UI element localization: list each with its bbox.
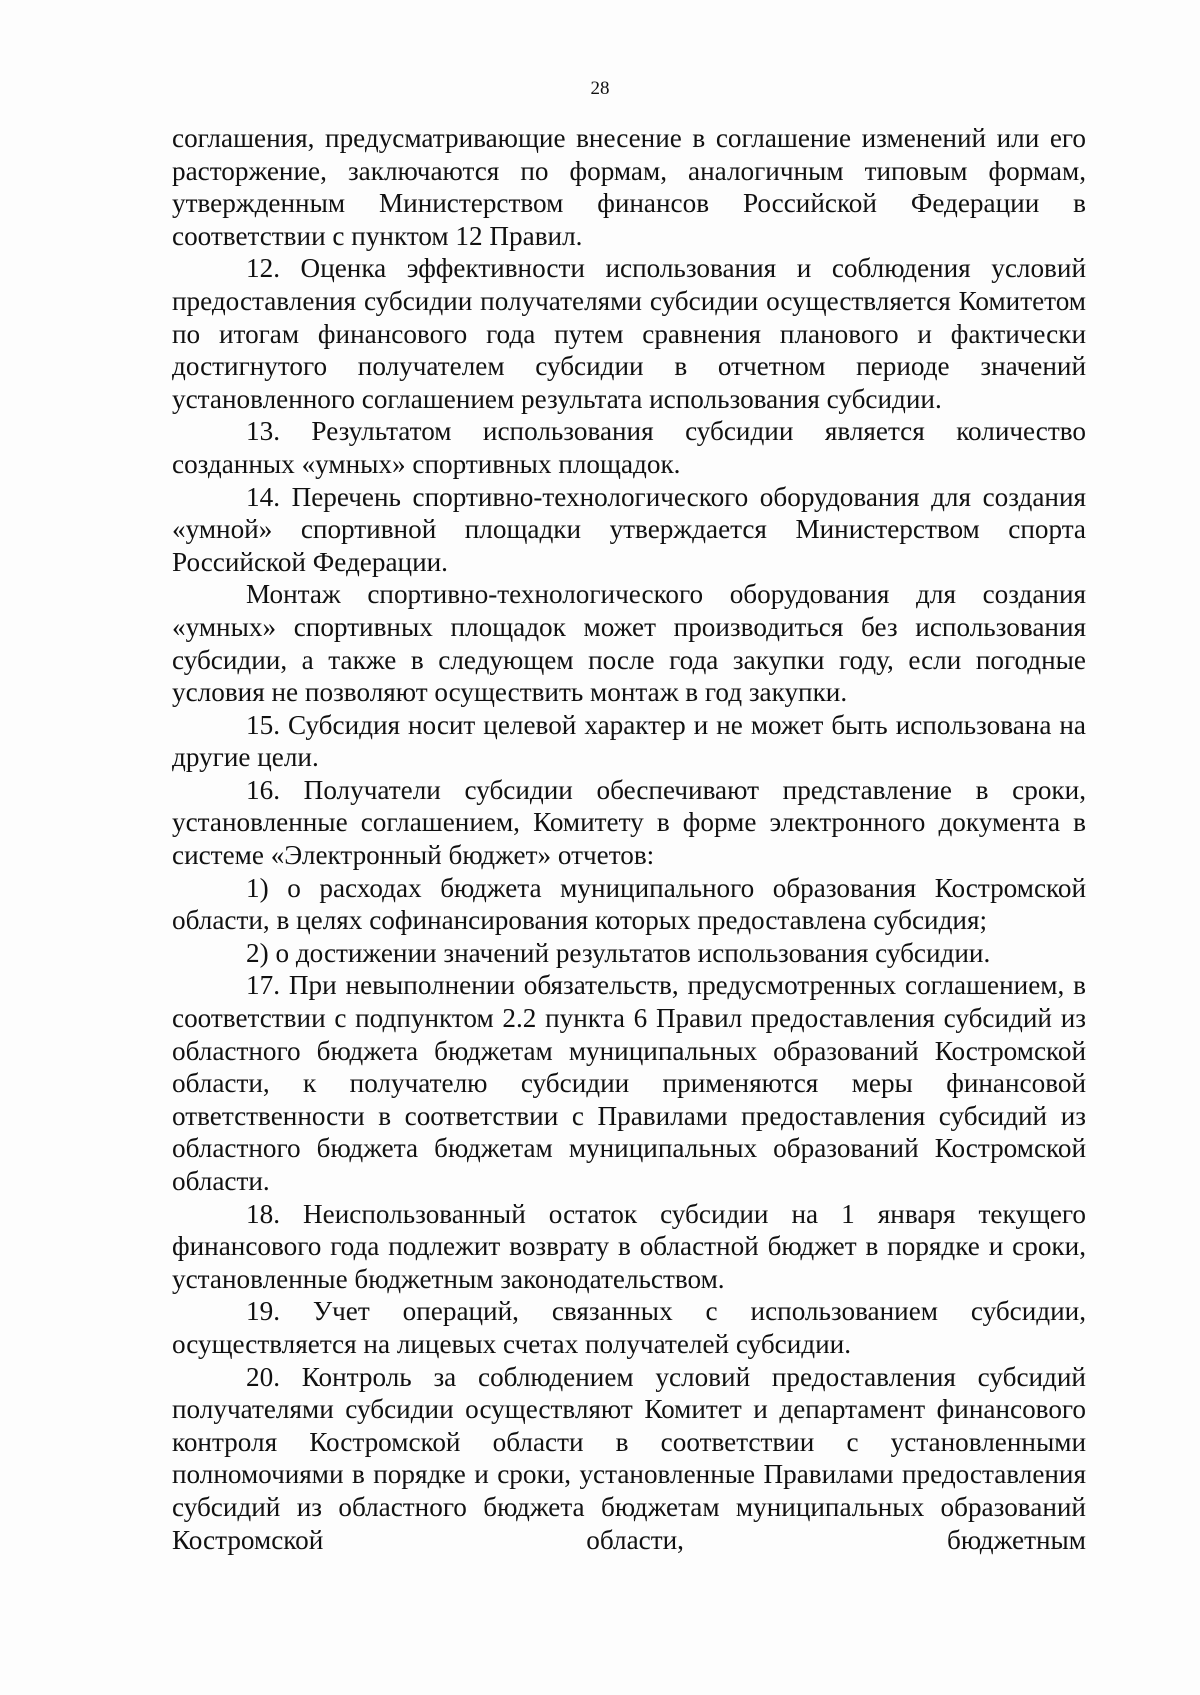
paragraph-16-item-1: 1) о расходах бюджета муниципального образования Костромской области, в целях софинансирования которых предоставлена субсидия; [172, 872, 1086, 936]
paragraph-16: 16. Получатели субсидии обеспечивают представление в сроки, установленные соглашением, Комитету в форме электронного документа в системе «Электронный бюджет» отчетов: [172, 774, 1086, 871]
paragraph-16-item-2: 2) о достижении значений результатов использования субсидии. [246, 937, 991, 968]
paragraph-15: 15. Субсидия носит целевой характер и не может быть использована на другие цели. [172, 709, 1086, 773]
document-body [172, 122, 1086, 1556]
page-number: 28 [590, 78, 610, 99]
paragraph-18: 18. Неиспользованный остаток субсидии на 1 января текущего финансового года подлежит возврату в областной бюджет в порядке и сроки, установленные бюджетным законодательством. [172, 1198, 1086, 1294]
paragraph-20: 20. Контроль за соблюдением условий предоставления субсидий получателями субсидии осуществляют Комитет и департамент финансового контроля Костромской области в соответствии с установленными полномочиями в порядке и сроки, установленные Правилами предоставления субсидий из областного бюджета бюджетам муниципальных образований Костромской области, бюджетным [172, 1361, 1086, 1555]
paragraph-continuation: соглашения, предусматривающие внесение в соглашение изменений или его расторжение, заключаются по формам, аналогичным типовым формам, утвержденным Министерством финансов Российской Федерации в соответствии с пунктом 12 Правил. [172, 123, 1086, 251]
paragraph-17: 17. При невыполнении обязательств, предусмотренных соглашением, в соответствии с подпунктом 2.2 пункта 6 Правил предоставления субсидий из областного бюджета бюджетам муниципальных образований Костромской области, к получателю субсидии применяются меры финансовой ответственности в соответствии с Правилами предоставления субсидий из областного бюджета бюджетам муниципальных образований Костромской области. [172, 970, 1086, 1196]
paragraph-14: 14. Перечень спортивно-технологического оборудования для создания «умной» спортивной площадки утверждается Министерством спорта Российской Федерации. [172, 481, 1086, 577]
paragraph-12: 12. Оценка эффективности использования и соблюдения условий предоставления субсидии получателями субсидии осуществляется Комитетом по итогам финансового года путем сравнения планового и фактически достигнутого получателем субсидии в отчетном периоде значений установленного соглашением результата использования субсидии. [172, 253, 1086, 414]
paragraph-19: 19. Учет операций, связанных с использованием субсидии, осуществляется на лицевых счетах получателей субсидии. [172, 1296, 1086, 1359]
paragraph-13: 13. Результатом использования субсидии является количество созданных «умных» спортивных площадок. [172, 416, 1086, 479]
paragraph-montage: Монтаж спортивно-технологического оборудования для создания «умных» спортивных площадок может производиться без использования субсидии, а также в следующем после года закупки году, если погодные условия не позволяют осуществить монтаж в год закупки. [172, 579, 1086, 708]
